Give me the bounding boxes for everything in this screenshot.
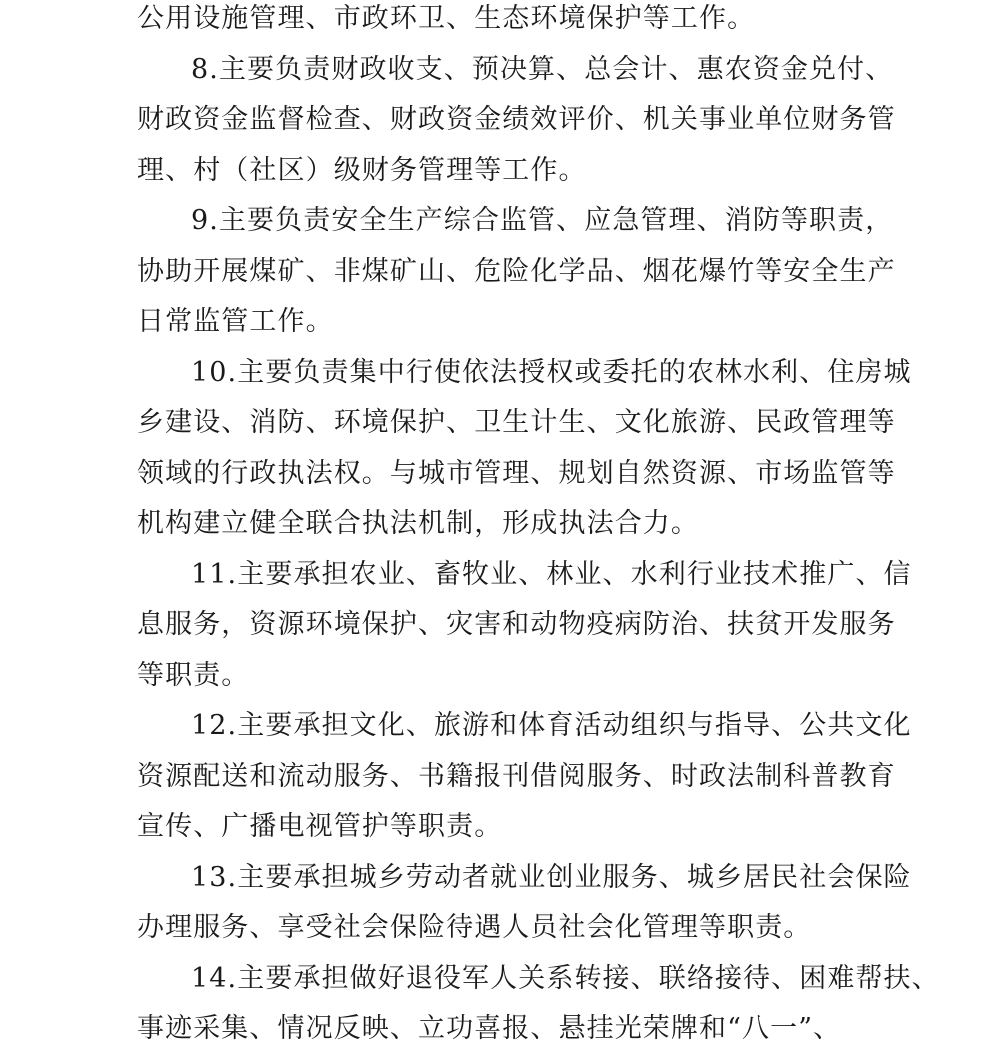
- text-line: 乡建设、消防、环境保护、卫生计生、文化旅游、民政管理等: [137, 407, 896, 438]
- item-10-line-1: 10.主要负责集中行使依法授权或委托的农林水利、住房城: [191, 356, 912, 388]
- text-line: 日常监管工作。: [137, 306, 334, 337]
- item-8-line-1: 8.主要负责财政收支、预决算、总会计、惠农资金兑付、: [191, 53, 894, 85]
- text-line: 领域的行政执法权。与城市管理、规划自然资源、市场监管等: [137, 457, 896, 489]
- item-12-line-1: 12.主要承担文化、旅游和体育活动组织与指导、公共文化: [191, 710, 912, 741]
- text-line: 协助开展煤矿、非煤矿山、危险化学品、烟花爆竹等安全生产: [137, 255, 896, 287]
- text-line: 理、村（社区）级财务管理等工作。: [137, 154, 587, 186]
- item-14-line-1: 14.主要承担做好退役军人关系转接、联络接待、困难帮扶、: [191, 962, 940, 994]
- text-line: 宣传、广播电视管护等职责。: [137, 811, 503, 842]
- document-body: [137, 0, 940, 1043]
- text-line: 办理服务、享受社会保险待遇人员社会化管理等职责。: [137, 912, 812, 943]
- text-line: 事迹采集、情况反映、立功喜报、悬挂光荣牌和“八一”、: [137, 1013, 842, 1043]
- text-line: 财政资金监督检查、财政资金绩效评价、机关事业单位财务管: [137, 104, 896, 135]
- item-11-line-1: 11.主要承担农业、畜牧业、林业、水利行业技术推广、信: [191, 558, 912, 590]
- text-line: 公用设施管理、市政环卫、生态环境保护等工作。: [137, 3, 756, 34]
- text-line: 资源配送和流动服务、书籍报刊借阅服务、时政法制科普教育: [137, 760, 896, 792]
- item-13-line-1: 13.主要承担城乡劳动者就业创业服务、城乡居民社会保险: [191, 861, 912, 893]
- text-line: 等职责。: [137, 659, 250, 691]
- text-line: 息服务，资源环境保护、灾害和动物疫病防治、扶贫开发服务: [137, 609, 896, 640]
- text-line: 机构建立健全联合执法机制，形成执法合力。: [137, 508, 699, 539]
- item-9-line-1: 9.主要负责安全生产综合监管、应急管理、消防等职责，: [191, 205, 894, 236]
